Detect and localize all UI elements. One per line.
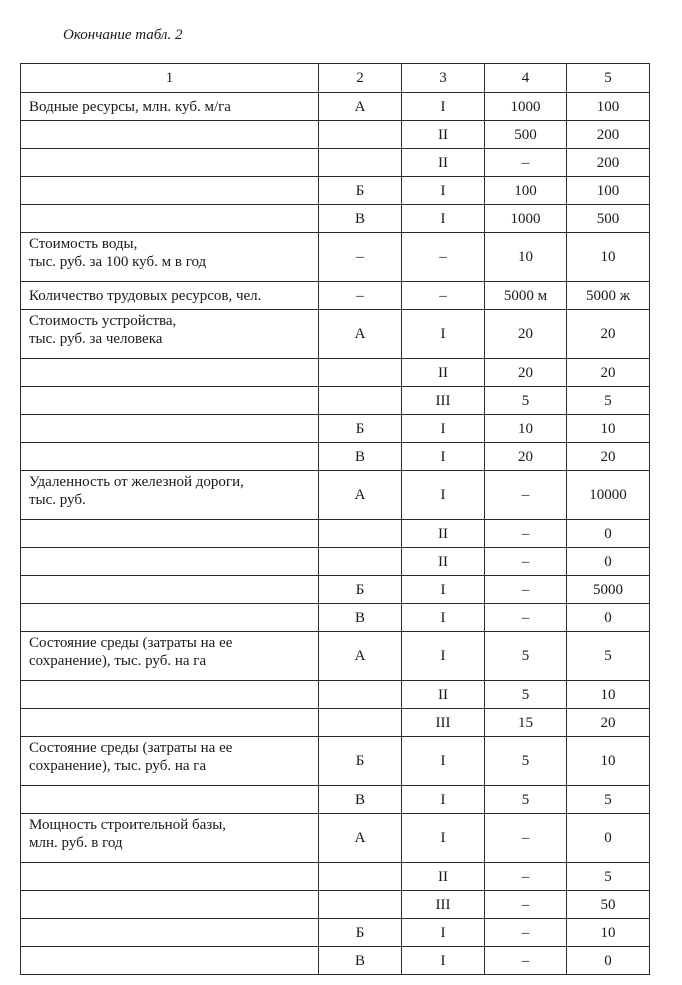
indicator-cell: [21, 387, 319, 415]
indicator-cell: [21, 786, 319, 814]
table-header: [21, 64, 650, 93]
value-col-5-cell: 100: [567, 177, 650, 205]
indicator-text: Количество трудовых ресурсов, чел.: [29, 287, 262, 304]
value-col-5-cell: 10: [567, 415, 650, 443]
table-row: [21, 709, 650, 737]
indicator-cell: [21, 681, 319, 709]
table-row: [21, 947, 650, 975]
level-cell: I: [402, 786, 485, 814]
table-row: [21, 471, 650, 520]
indicator-cell: [21, 919, 319, 947]
table-row: [21, 919, 650, 947]
table-row: [21, 548, 650, 576]
value-col-5-cell: 20: [567, 310, 650, 359]
indicator-cell: [21, 947, 319, 975]
indicator-cell: [21, 737, 319, 786]
value-col-4-cell: –: [485, 863, 567, 891]
value-col-5-cell: 100: [567, 93, 650, 121]
level-cell: I: [402, 93, 485, 121]
indicator-cell: [21, 282, 319, 310]
level-cell: I: [402, 814, 485, 863]
value-col-5-cell: 5: [567, 863, 650, 891]
level-cell: I: [402, 737, 485, 786]
value-col-4-cell: –: [485, 576, 567, 604]
value-col-4-cell: 20: [485, 310, 567, 359]
value-col-4-cell: 5: [485, 632, 567, 681]
table-row: [21, 786, 650, 814]
table-row: [21, 863, 650, 891]
indicator-cell: [21, 359, 319, 387]
level-cell: I: [402, 632, 485, 681]
variant-cell: [319, 863, 402, 891]
value-col-4-cell: 15: [485, 709, 567, 737]
data-table: [20, 63, 650, 975]
table-row: [21, 387, 650, 415]
table-row: [21, 93, 650, 121]
indicator-cell: [21, 177, 319, 205]
indicator-text: Состояние среды (затраты на ее: [29, 635, 233, 651]
indicator-text: тыс. руб. за человека: [29, 331, 163, 347]
value-col-5-cell: 5: [567, 786, 650, 814]
table-row: [21, 205, 650, 233]
indicator-text: сохранение), тыс. руб. на га: [29, 758, 207, 774]
value-col-4-cell: 20: [485, 359, 567, 387]
variant-cell: –: [319, 282, 402, 310]
level-cell: I: [402, 947, 485, 975]
level-cell: I: [402, 177, 485, 205]
value-col-5-cell: 50: [567, 891, 650, 919]
level-cell: II: [402, 359, 485, 387]
value-col-4-cell: 10: [485, 233, 567, 282]
indicator-cell: [21, 310, 319, 359]
value-col-4-cell: –: [485, 149, 567, 177]
value-col-4-cell: 5: [485, 681, 567, 709]
indicator-cell: [21, 863, 319, 891]
value-col-4-cell: –: [485, 814, 567, 863]
value-col-4-cell: –: [485, 471, 567, 520]
table-row: [21, 121, 650, 149]
header-col-4: 4: [485, 64, 567, 93]
value-col-4-cell: –: [485, 919, 567, 947]
table-row: [21, 310, 650, 359]
value-col-5-cell: 5: [567, 632, 650, 681]
variant-cell: В: [319, 786, 402, 814]
table-row: [21, 149, 650, 177]
header-col-1: 1: [21, 64, 319, 93]
indicator-text: Удаленность от железной дороги,: [29, 474, 244, 490]
indicator-cell: [21, 471, 319, 520]
level-cell: II: [402, 149, 485, 177]
variant-cell: [319, 121, 402, 149]
value-col-4-cell: 10: [485, 415, 567, 443]
value-col-5-cell: 10000: [567, 471, 650, 520]
header-col-5: 5: [567, 64, 650, 93]
variant-cell: [319, 359, 402, 387]
table-body: [21, 93, 650, 975]
level-cell: II: [402, 520, 485, 548]
indicator-text: тыс. руб. за 100 куб. м в год: [29, 254, 207, 270]
table-row: [21, 443, 650, 471]
value-col-5-cell: 20: [567, 709, 650, 737]
table-row: [21, 282, 650, 310]
variant-cell: Б: [319, 737, 402, 786]
value-col-5-cell: 10: [567, 919, 650, 947]
table-row: [21, 233, 650, 282]
table-row: [21, 681, 650, 709]
value-col-4-cell: –: [485, 604, 567, 632]
level-cell: –: [402, 282, 485, 310]
variant-cell: [319, 387, 402, 415]
table-row: [21, 604, 650, 632]
value-col-4-cell: 500: [485, 121, 567, 149]
value-col-5-cell: 10: [567, 737, 650, 786]
value-col-5-cell: 5000 ж: [567, 282, 650, 310]
value-col-5-cell: 0: [567, 947, 650, 975]
indicator-text: Мощность строительной базы,: [29, 817, 227, 833]
indicator-cell: [21, 709, 319, 737]
value-col-4-cell: 5: [485, 786, 567, 814]
value-col-5-cell: 10: [567, 233, 650, 282]
value-col-4-cell: –: [485, 520, 567, 548]
value-col-5-cell: 500: [567, 205, 650, 233]
variant-cell: В: [319, 205, 402, 233]
level-cell: I: [402, 205, 485, 233]
variant-cell: [319, 520, 402, 548]
variant-cell: А: [319, 632, 402, 681]
indicator-text: тыс. руб.: [29, 492, 86, 508]
level-cell: III: [402, 891, 485, 919]
header-col-3: 3: [402, 64, 485, 93]
level-cell: I: [402, 576, 485, 604]
indicator-text: Стоимость воды,: [29, 236, 138, 252]
variant-cell: В: [319, 443, 402, 471]
value-col-4-cell: 5: [485, 737, 567, 786]
level-cell: III: [402, 709, 485, 737]
value-col-4-cell: 1000: [485, 93, 567, 121]
level-cell: III: [402, 387, 485, 415]
variant-cell: Б: [319, 177, 402, 205]
indicator-cell: [21, 576, 319, 604]
value-col-5-cell: 10: [567, 681, 650, 709]
variant-cell: [319, 709, 402, 737]
indicator-cell: [21, 93, 319, 121]
indicator-cell: [21, 814, 319, 863]
indicator-text: Стоимость устройства,: [29, 313, 177, 329]
level-cell: I: [402, 919, 485, 947]
indicator-cell: [21, 632, 319, 681]
indicator-cell: [21, 604, 319, 632]
indicator-cell: [21, 121, 319, 149]
indicator-cell: [21, 548, 319, 576]
variant-cell: Б: [319, 919, 402, 947]
variant-cell: Б: [319, 576, 402, 604]
variant-cell: А: [319, 814, 402, 863]
variant-cell: [319, 548, 402, 576]
level-cell: I: [402, 471, 485, 520]
level-cell: II: [402, 681, 485, 709]
variant-cell: Б: [319, 415, 402, 443]
variant-cell: [319, 149, 402, 177]
level-cell: II: [402, 121, 485, 149]
value-col-4-cell: 5000 м: [485, 282, 567, 310]
variant-cell: –: [319, 233, 402, 282]
level-cell: II: [402, 548, 485, 576]
value-col-5-cell: 5: [567, 387, 650, 415]
variant-cell: А: [319, 93, 402, 121]
level-cell: II: [402, 863, 485, 891]
indicator-text: млн. руб. в год: [29, 835, 123, 851]
value-col-4-cell: 100: [485, 177, 567, 205]
value-col-5-cell: 0: [567, 520, 650, 548]
table-row: [21, 177, 650, 205]
variant-cell: [319, 891, 402, 919]
table-row: [21, 814, 650, 863]
variant-cell: В: [319, 947, 402, 975]
value-col-5-cell: 20: [567, 443, 650, 471]
table-row: [21, 576, 650, 604]
indicator-cell: [21, 415, 319, 443]
value-col-5-cell: 20: [567, 359, 650, 387]
level-cell: I: [402, 415, 485, 443]
indicator-cell: [21, 149, 319, 177]
value-col-5-cell: 0: [567, 548, 650, 576]
header-row: [21, 64, 650, 93]
indicator-cell: [21, 891, 319, 919]
value-col-4-cell: 20: [485, 443, 567, 471]
indicator-cell: [21, 443, 319, 471]
variant-cell: А: [319, 471, 402, 520]
value-col-4-cell: –: [485, 947, 567, 975]
value-col-4-cell: –: [485, 891, 567, 919]
table-row: [21, 891, 650, 919]
value-col-4-cell: –: [485, 548, 567, 576]
value-col-4-cell: 5: [485, 387, 567, 415]
indicator-cell: [21, 233, 319, 282]
table-row: [21, 359, 650, 387]
value-col-4-cell: 1000: [485, 205, 567, 233]
variant-cell: В: [319, 604, 402, 632]
value-col-5-cell: 200: [567, 121, 650, 149]
variant-cell: А: [319, 310, 402, 359]
variant-cell: [319, 681, 402, 709]
indicator-text: сохранение), тыс. руб. на га: [29, 653, 207, 669]
level-cell: –: [402, 233, 485, 282]
table-row: [21, 737, 650, 786]
table-caption: Окончание табл. 2: [63, 27, 183, 43]
value-col-5-cell: 5000: [567, 576, 650, 604]
table-row: [21, 415, 650, 443]
header-col-2: 2: [319, 64, 402, 93]
indicator-text: Состояние среды (затраты на ее: [29, 740, 233, 756]
value-col-5-cell: 0: [567, 604, 650, 632]
table-row: [21, 520, 650, 548]
level-cell: I: [402, 310, 485, 359]
value-col-5-cell: 200: [567, 149, 650, 177]
value-col-5-cell: 0: [567, 814, 650, 863]
indicator-cell: [21, 205, 319, 233]
indicator-text: Водные ресурсы, млн. куб. м/га: [29, 98, 231, 115]
indicator-cell: [21, 520, 319, 548]
level-cell: I: [402, 604, 485, 632]
table-row: [21, 632, 650, 681]
level-cell: I: [402, 443, 485, 471]
